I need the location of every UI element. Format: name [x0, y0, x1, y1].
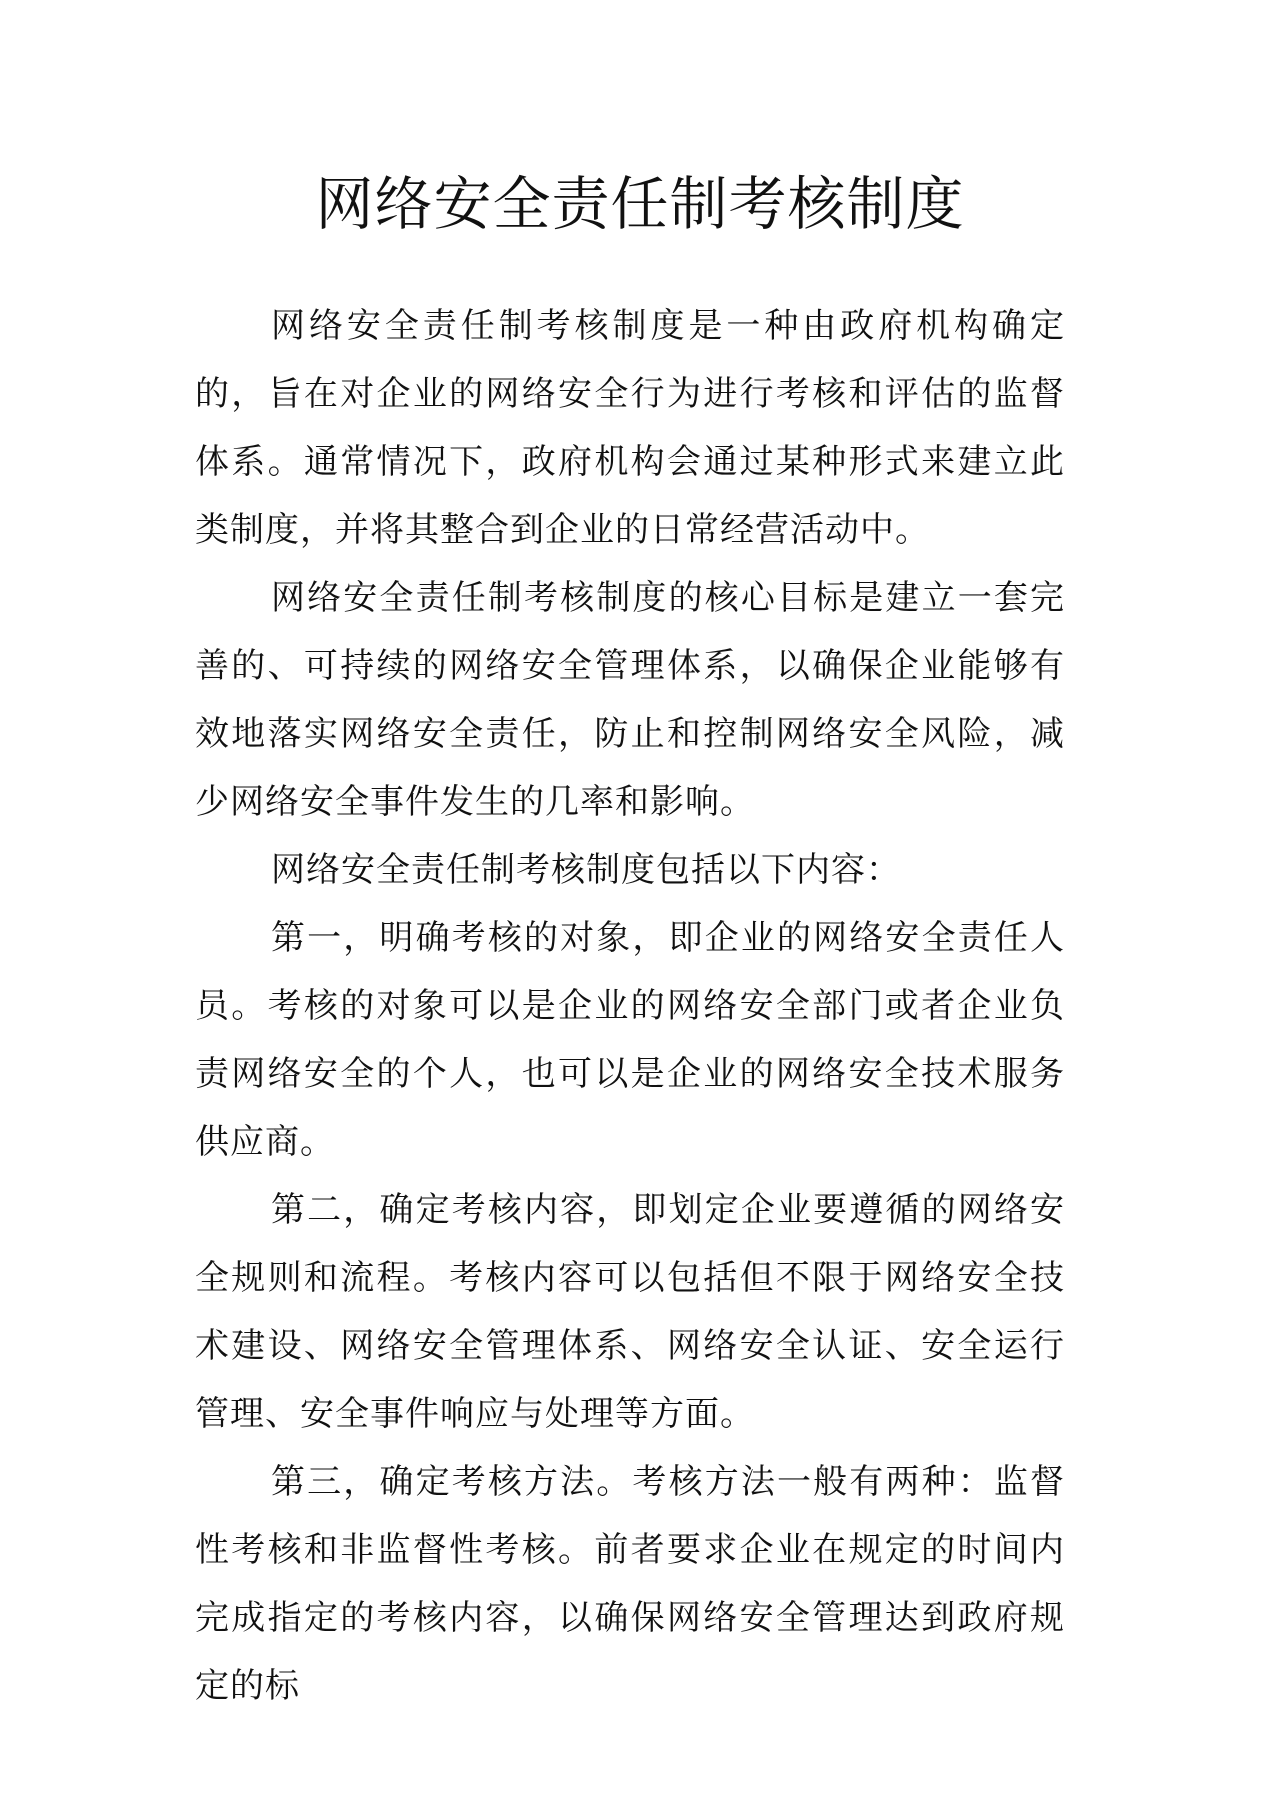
- document-body: [195, 292, 1065, 1720]
- paragraph-contents-intro: 网络安全责任制考核制度包括以下内容：: [271, 850, 901, 890]
- paragraph-core-goal: 网络安全责任制考核制度的核心目标是建立一套完善的、可持续的网络安全管理体系，以确保企业能够有效地落实网络安全责任，防止和控制网络安全风险，减少网络安全事件发生的几率和影响。: [195, 578, 1065, 822]
- paragraph-second-item: 第二，确定考核内容，即划定企业要遵循的网络安全规则和流程。考核内容可以包括但不限于网络安全技术建设、网络安全管理体系、网络安全认证、安全运行管理、安全事件响应与处理等方面。: [195, 1190, 1065, 1434]
- document-title: 网络安全责任制考核制度: [315, 170, 965, 238]
- paragraph-first-item: 第一，明确考核的对象，即企业的网络安全责任人员。考核的对象可以是企业的网络安全部门或者企业负责网络安全的个人，也可以是企业的网络安全技术服务供应商。: [195, 918, 1065, 1162]
- paragraph-third-item: 第三，确定考核方法。考核方法一般有两种：监督性考核和非监督性考核。前者要求企业在规定的时间内完成指定的考核内容，以确保网络安全管理达到政府规定的标: [195, 1462, 1065, 1706]
- paragraph-intro: 网络安全责任制考核制度是一种由政府机构确定的，旨在对企业的网络安全行为进行考核和评估的监督体系。通常情况下，政府机构会通过某种形式来建立此类制度，并将其整合到企业的日常经营活动中。: [195, 306, 1065, 550]
